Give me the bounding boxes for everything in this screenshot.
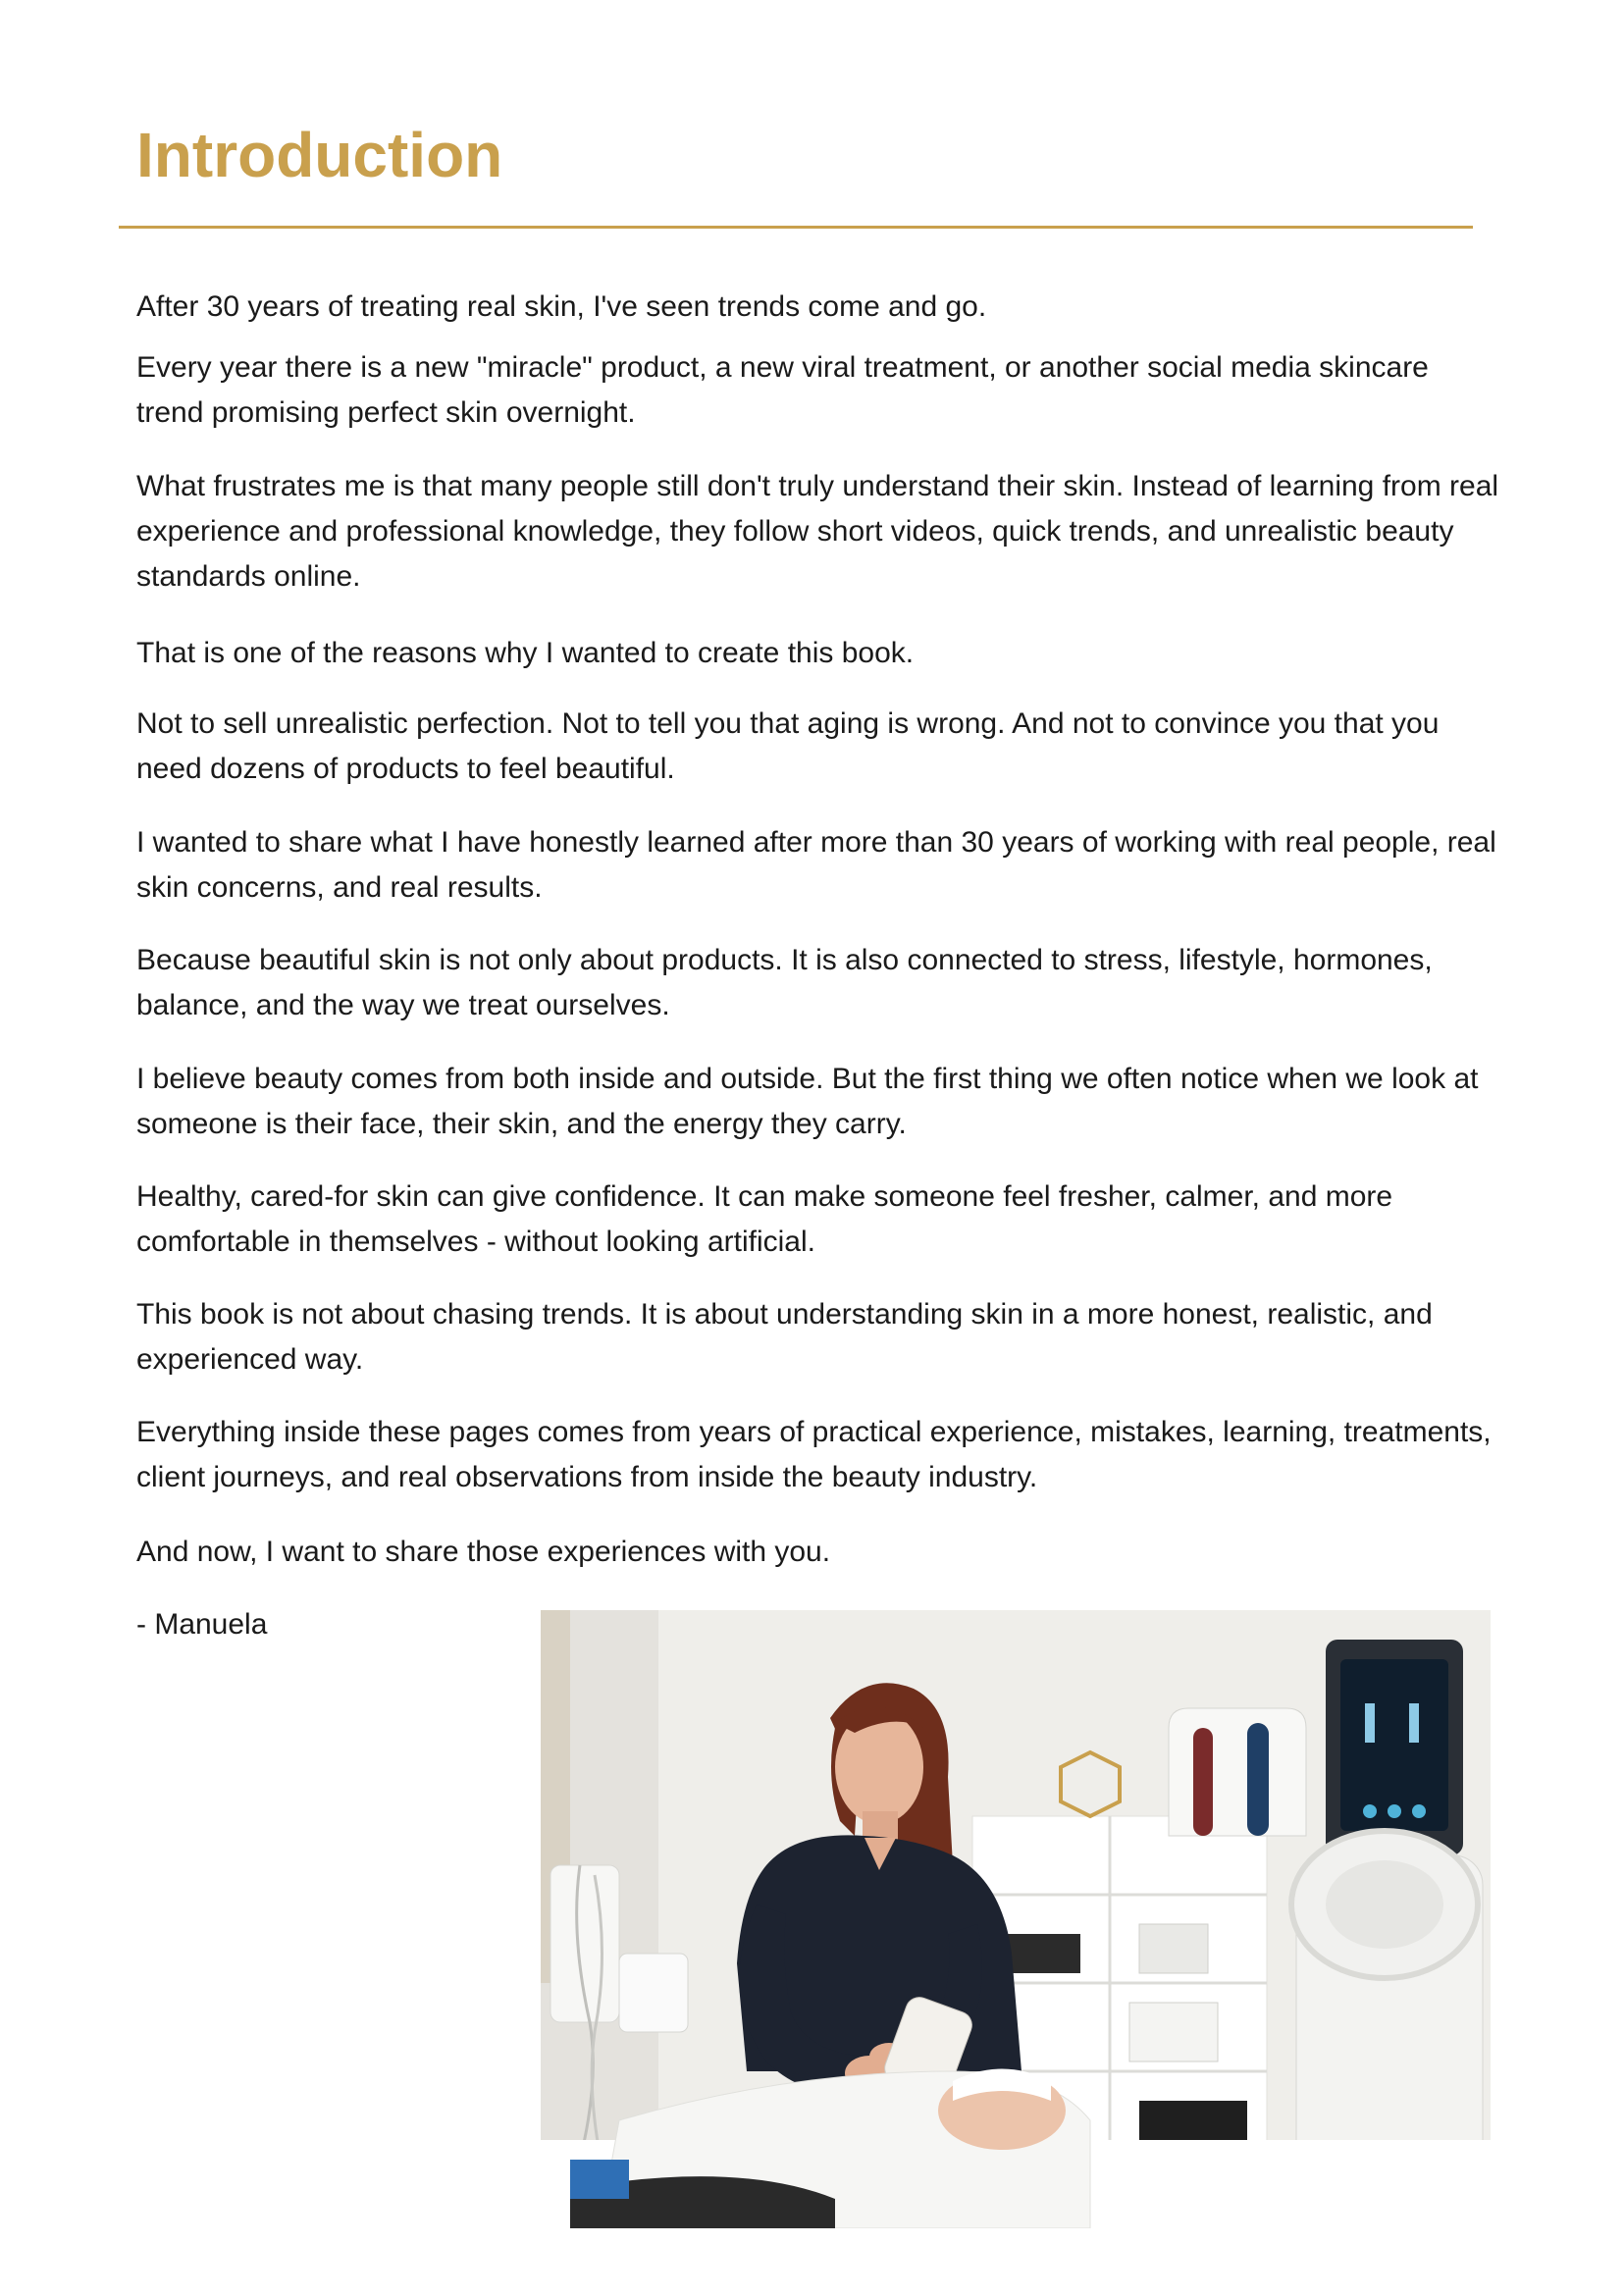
paragraph-11: Everything inside these pages comes from years of practical experience, mistakes, learning, treatments, client journeys, and real observations from inside the beauty industry. bbox=[136, 1416, 1492, 1493]
paragraph-5: Not to sell unrealistic perfection. Not to tell you that aging is wrong. And not to convince you that you need dozens of products to feel beautiful. bbox=[136, 707, 1440, 785]
paragraph-2: Every year there is a new "miracle" product, a new viral treatment, or another social media skincare trend promising perfect skin overnight. bbox=[136, 351, 1429, 429]
treatment-photo bbox=[541, 1610, 1491, 2228]
page-title: Introduction bbox=[136, 120, 503, 190]
paragraph-6: I wanted to share what I have honestly learned after more than 30 years of working with real people, real skin concerns, and real results. bbox=[136, 826, 1496, 904]
paragraph-9: Healthy, cared-for skin can give confidence. It can make someone feel fresher, calmer, and more comfortable in themselves - without looking artificial. bbox=[136, 1180, 1393, 1258]
paragraph-10: This book is not about chasing trends. It is about understanding skin in a more honest, realistic, and experienced way. bbox=[136, 1298, 1433, 1376]
paragraph-7: Because beautiful skin is not only about products. It is also connected to stress, lifestyle, hormones, balance, and the way we treat ourselves. bbox=[136, 944, 1433, 1021]
paragraph-1: After 30 years of treating real skin, I've seen trends come and go. bbox=[136, 290, 987, 323]
signature: - Manuela bbox=[136, 1608, 268, 1641]
paragraph-8: I believe beauty comes from both inside and outside. But the first thing we often notice when we look at someone is their face, their skin, and the energy they carry. bbox=[136, 1063, 1479, 1140]
paragraph-4: That is one of the reasons why I wanted to create this book. bbox=[136, 637, 915, 669]
title-divider bbox=[119, 226, 1473, 229]
paragraph-3: What frustrates me is that many people still don't truly understand their skin. Instead of learning from real experience and professional knowledge, they follow short videos, quick trends, and unrealistic beauty standards online. bbox=[136, 470, 1499, 593]
paragraph-12: And now, I want to share those experiences with you. bbox=[136, 1536, 831, 1568]
